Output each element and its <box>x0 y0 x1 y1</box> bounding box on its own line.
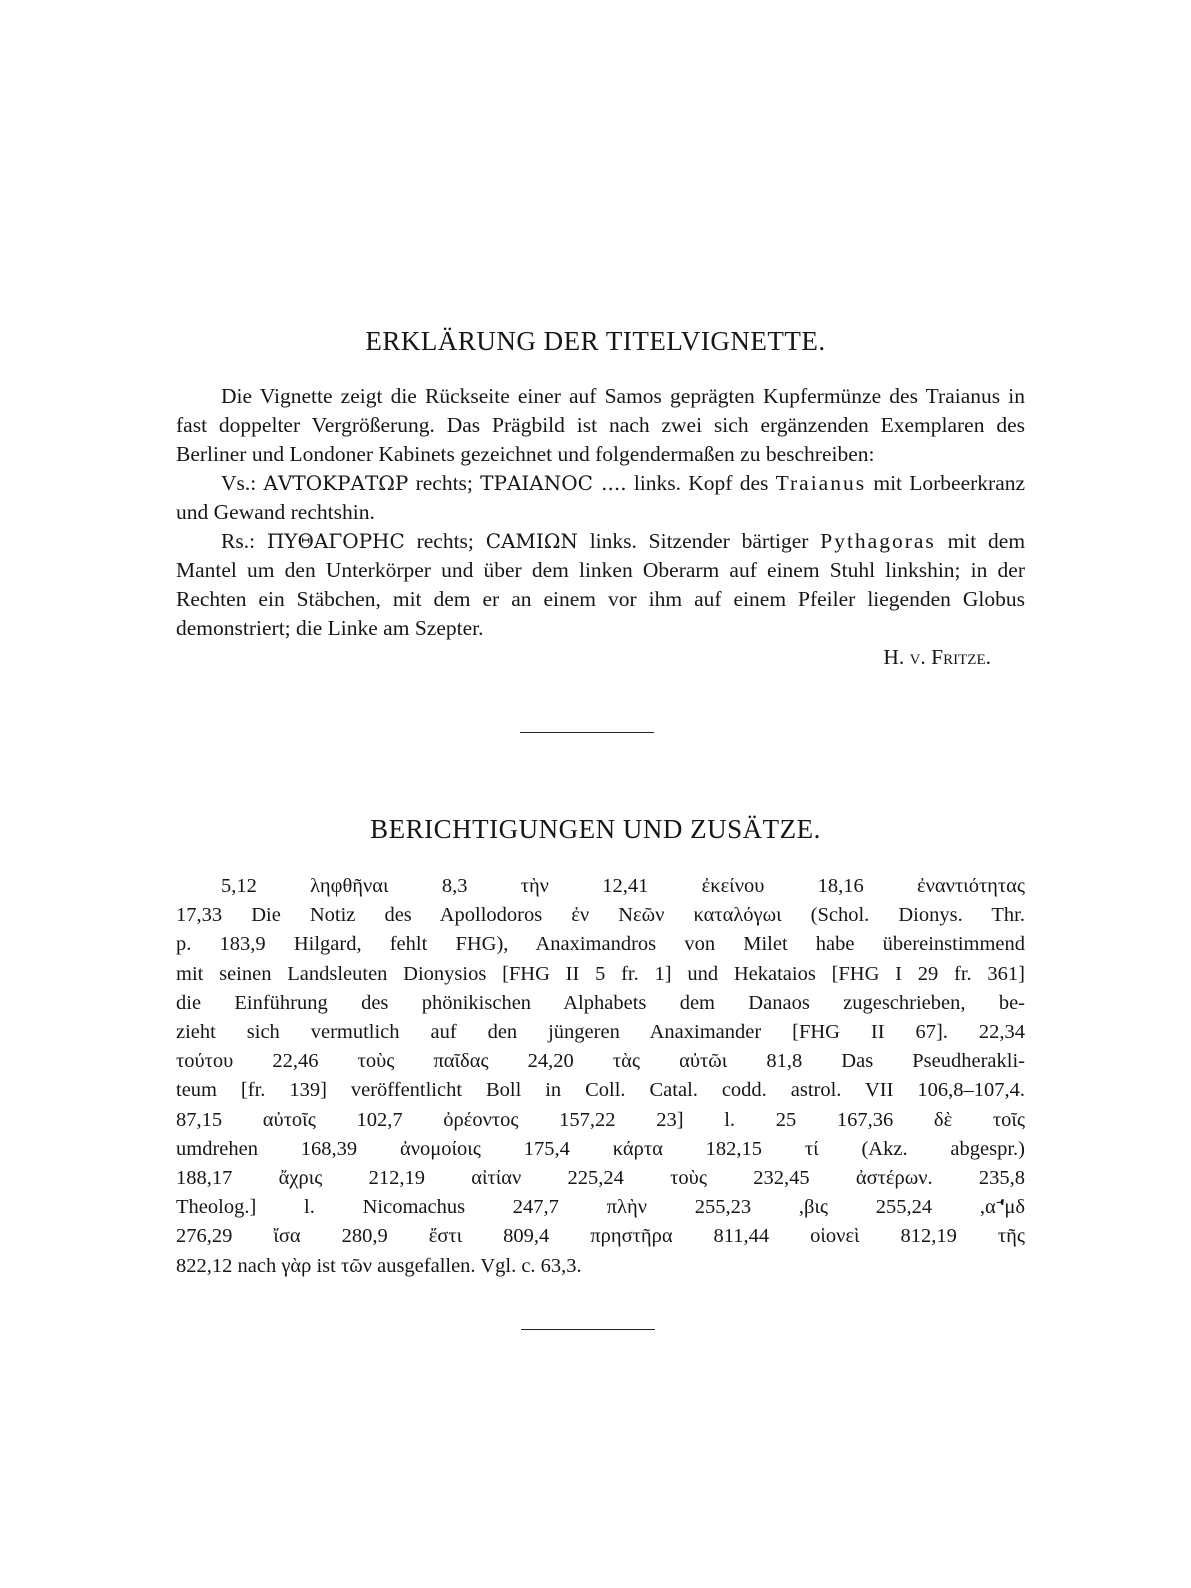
reverse-description <box>176 527 1025 643</box>
correction-line-5: die Einführung des phönikischen Alphabets dem Danaos zugeschrieben, be- <box>176 991 1025 1014</box>
correction-line-8: teum [fr. 139] veröffentlicht Boll in Coll. Catal. codd. astrol. VII 106,8–107,4. <box>176 1079 1025 1102</box>
obverse-label: Vs.: <box>221 471 257 495</box>
correction-line-4: mit seinen Landsleuten Dionysios [FHG II 5 fr. 1] und Hekataios [FHG I 29 fr. 361] <box>176 962 1025 985</box>
reverse-legend-left: CΑΜΙΩΝ <box>485 529 578 553</box>
obverse-text-left: links. Kopf des <box>633 471 769 495</box>
section-title-vignette: ERKLÄRUNG DER TITELVIGNETTE. <box>365 326 826 356</box>
corrections-list <box>176 872 1025 1281</box>
obverse-text-rest: mit Lorbeerkranz und Gewand rechtshin. <box>176 471 1026 524</box>
correction-line-6: zieht sich vermutlich auf den jüngeren Anaximander [FHG II 67]. 22,34 <box>176 1021 1025 1044</box>
reverse-name: Pythagoras <box>820 529 936 553</box>
reverse-label: Rs.: <box>221 529 256 553</box>
obverse-description <box>176 469 1025 527</box>
vignette-paragraph: Die Vignette zeigt die Rückseite einer auf Samos geprägten Kupfermünze des Traianus in fast doppelter Vergrößerung. Das Prägbild ist nach zwei sich ergänzenden Exemplaren des Berliner und Londoner Kabinets gezeichnet und folgendermaßen zu beschreiben: <box>176 384 1025 466</box>
correction-line-13: 276,29 ἴσα 280,9 ἔστι 809,4 πρηστῆρα 811,44 οἱονεὶ 812,19 τῆς <box>176 1225 1025 1248</box>
signature: H. v. Fritze. <box>883 645 991 669</box>
reverse-text-right: rechts; <box>416 529 474 553</box>
correction-line-2: 17,33 Die Notiz des Apollodoros ἐν Νεῶν καταλόγωι (Schol. Dionys. Thr. <box>176 904 1025 927</box>
reverse-legend-right: ΠΥΘΑΓΟΡΗC <box>266 529 405 553</box>
correction-line-14: 822,12 nach γὰρ ist τῶν ausgefallen. Vgl. c. 63,3. <box>176 1254 582 1277</box>
obverse-legend-left: ΤΡΑΙΑΝΟC .... <box>480 471 627 495</box>
divider-rule-2 <box>521 1329 655 1330</box>
correction-line-10: umdrehen 168,39 ἀνομοίοις 175,4 κάρτα 182,15 τί (Akz. abgespr.) <box>176 1137 1025 1160</box>
correction-line-12: Theolog.] l. Nicomachus 247,7 πλὴν 255,23 ,βις 255,24 ,α𝀀μδ <box>176 1196 1025 1219</box>
reverse-text-rest: mit dem Mantel um den Unterkörper und über dem linken Oberarm auf einem Stuhl linkshin; in der Rechten ein Stäbchen, mit dem er an einem vor ihm auf einem Pfeiler liegenden Globus demonstriert; die Linke am Szepter. <box>176 529 1026 640</box>
divider-rule-1 <box>520 732 654 733</box>
reverse-text-left: links. Sitzender bärtiger <box>589 529 809 553</box>
correction-line-11: 188,17 ἄχρις 212,19 αἰτίαν 225,24 τοὺς 232,45 ἀστέρων. 235,8 <box>176 1167 1025 1190</box>
obverse-name: Traianus <box>775 471 867 495</box>
correction-line-9: 87,15 αὐτοῖς 102,7 ὀρέοντος 157,22 23] l. 25 167,36 δὲ τοῖς <box>176 1108 1025 1131</box>
obverse-legend-right: ΑVΤΟΚΡΑΤΩΡ <box>263 471 409 495</box>
section-title-corrections: BERICHTIGUNGEN UND ZUSÄTZE. <box>370 814 821 844</box>
obverse-text-right: rechts; <box>415 471 473 495</box>
correction-line-7: τούτου 22,46 τοὺς παῖδας 24,20 τὰς αὐτῶι 81,8 Das Pseudherakli- <box>176 1050 1025 1073</box>
vignette-explanation <box>176 382 1025 672</box>
correction-line-1: 5,12 ληφθῆναι 8,3 τὴν 12,41 ἐκείνου 18,16 ἐναντιότητας <box>221 875 1025 897</box>
correction-line-3: p. 183,9 Hilgard, fehlt FHG), Anaximandros von Milet habe übereinstimmend <box>176 933 1025 956</box>
